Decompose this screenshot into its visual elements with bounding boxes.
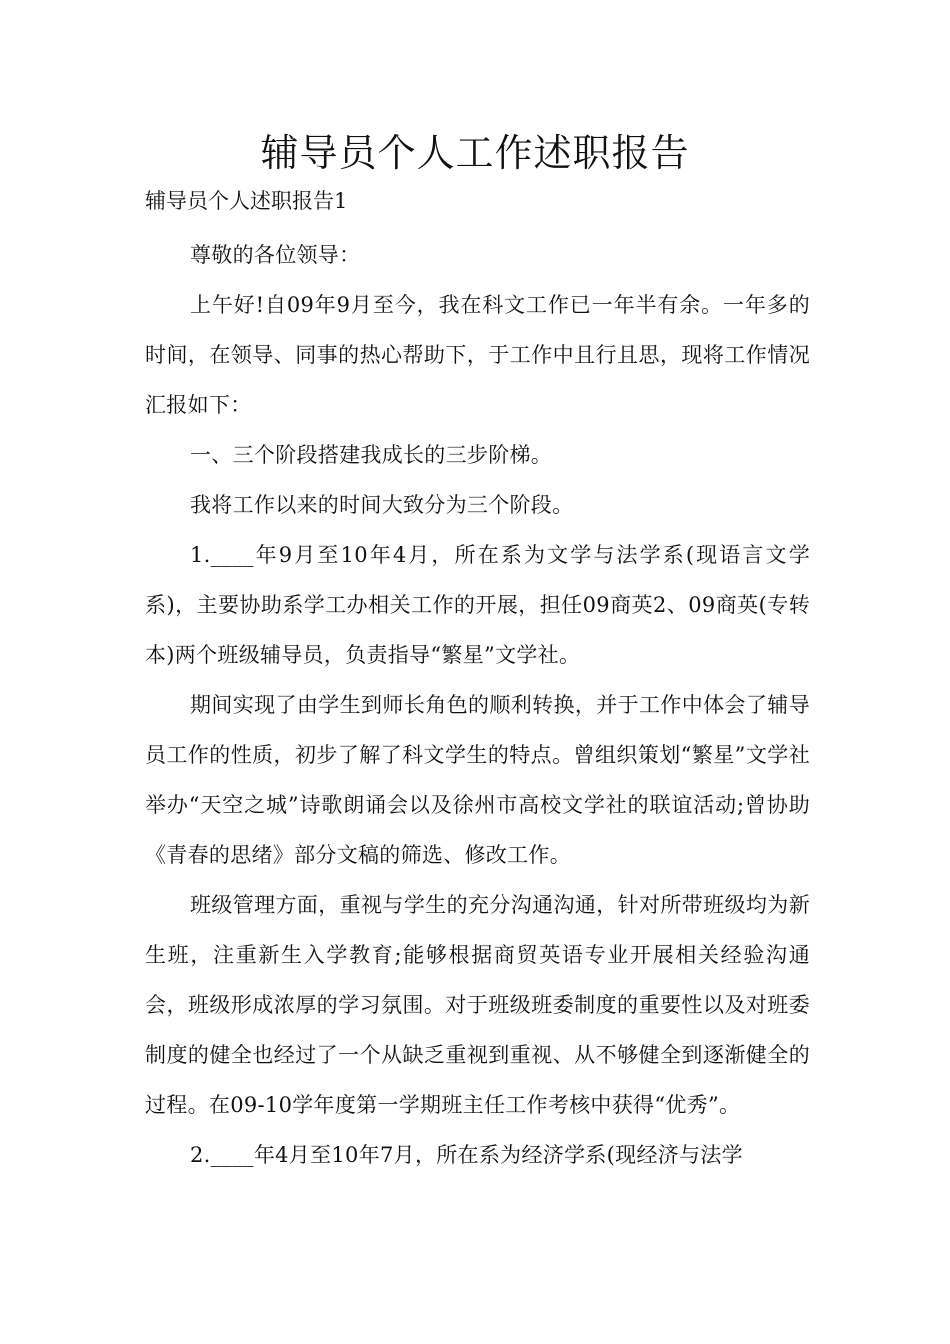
document-subtitle: 辅导员个人述职报告1 <box>145 189 348 213</box>
paragraph-stages: 我将工作以来的时间大致分为三个阶段。 <box>190 493 574 517</box>
paragraph-stage-one: 1.____年9月至10年4月，所在系为文学与法学系(现语言文学系)，主要协助系学工办相关工作的开展，担任09商英2、09商英(专转本)两个班级辅导员，负责指导“繁星”文学社。 <box>145 543 810 667</box>
document-body <box>145 230 810 1180</box>
paragraph-greeting: 尊敬的各位领导： <box>190 243 361 267</box>
paragraph-section-heading: 一、三个阶段搭建我成长的三步阶梯。 <box>190 443 553 467</box>
document-title: 辅导员个人工作述职报告 <box>260 131 690 175</box>
paragraph-stage-two: 2.____年4月至10年7月，所在系为经济学系(现经济与法学 <box>190 1143 743 1167</box>
paragraph-intro: 上午好!自09年9月至今，我在科文工作已一年半有余。一年多的时间，在领导、同事的热心帮助下，于工作中且行且思，现将工作情况汇报如下： <box>145 293 810 417</box>
paragraph-stage-one-detail: 期间实现了由学生到师长角色的顺利转换，并于工作中体会了辅导员工作的性质，初步了解了科文学生的特点。曾组织策划“繁星”文学社举办“天空之城”诗歌朗诵会以及徐州市高校文学社的联谊活动;曾协助《青春的思绪》部分文稿的筛选、修改工作。 <box>145 693 810 867</box>
paragraph-class-management: 班级管理方面，重视与学生的充分沟通沟通，针对所带班级均为新生班，注重新生入学教育;能够根据商贸英语专业开展相关经验沟通会，班级形成浓厚的学习氛围。对于班级班委制度的重要性以及对班委制度的健全也经过了一个从缺乏重视到重视、从不够健全到逐渐健全的过程。在09-10学年度第一学期班主任工作考核中获得“优秀”。 <box>145 893 810 1117</box>
